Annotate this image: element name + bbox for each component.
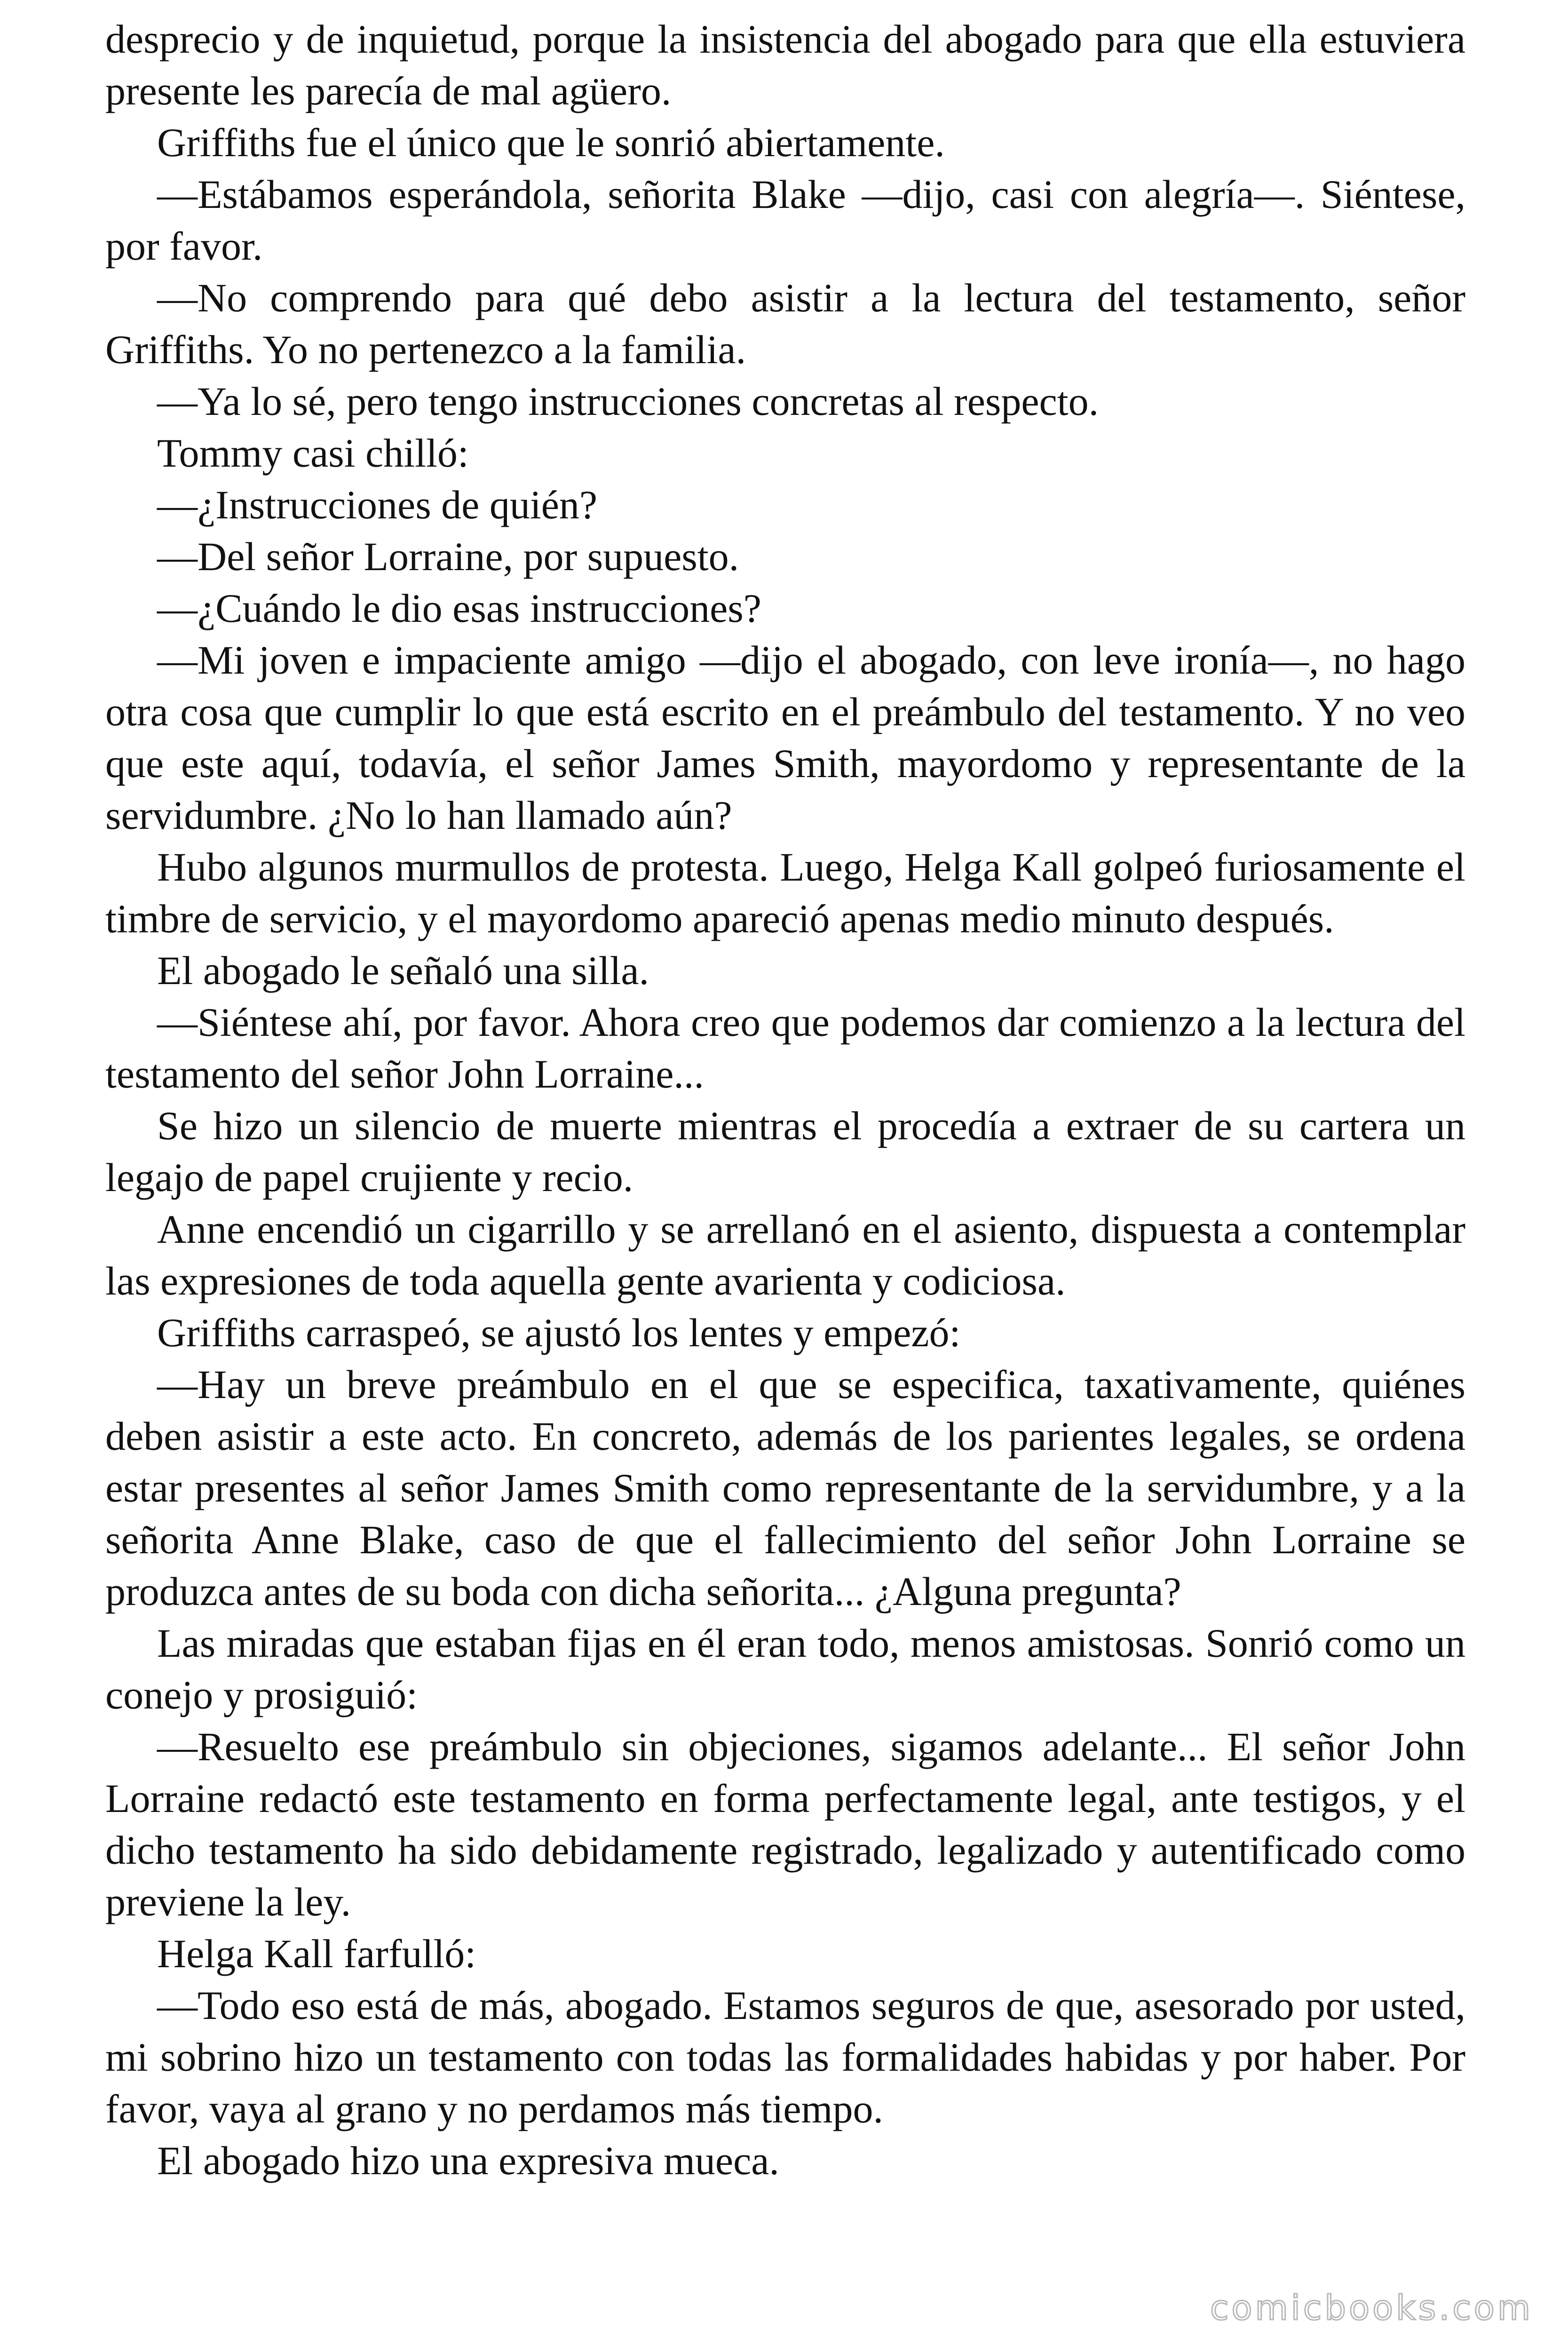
paragraph: Se hizo un silencio de muerte mientras el procedía a extraer de su cartera un legajo de papel crujiente y recio. (105, 1103, 1465, 1200)
paragraph: Anne encendió un cigarrillo y se arrellanó en el asiento, dispuesta a contemplar las expresiones de toda aquella gente avarienta y codiciosa. (105, 1207, 1465, 1303)
paragraph: —Todo eso está de más, abogado. Estamos seguros de que, asesorado por usted, mi sobrino hizo un testamento con todas las formalidades habidas y por haber. Por favor, vaya al grano y no perdamos más tiempo. (105, 1983, 1465, 2131)
paragraph: —Ya lo sé, pero tengo instrucciones concretas al respecto. (157, 379, 1099, 424)
paragraph: —No comprendo para qué debo asistir a la lectura del testamento, señor Griffiths. Yo no pertenezco a la familia. (105, 275, 1465, 372)
paragraph: El abogado le señaló una silla. (157, 948, 649, 993)
paragraph: —Mi joven e impaciente amigo —dijo el abogado, con leve ironía—, no hago otra cosa que cumplir lo que está escrito en el preámbulo del testamento. Y no veo que este aquí, todavía, el señor James Smith, mayordomo y representante de la servidumbre. ¿No lo han llamado aún? (105, 637, 1465, 838)
paragraph: —¿Instrucciones de quién? (157, 482, 598, 527)
paragraph: Griffiths carraspeó, se ajustó los lentes y empezó: (157, 1310, 961, 1355)
paragraph: —Resuelto ese preámbulo sin objeciones, sigamos adelante... El señor John Lorraine redactó este testamento en forma perfectamente legal, ante testigos, y el dicho testamento ha sido debidamente registrado, legalizado y autentificado como previene la ley. (105, 1724, 1465, 1924)
paragraph: Las miradas que estaban fijas en él eran todo, menos amistosas. Sonrió como un conejo y prosiguió: (105, 1621, 1465, 1717)
paragraph: Helga Kall farfulló: (157, 1931, 476, 1976)
paragraph: —Estábamos esperándola, señorita Blake —dijo, casi con alegría—. Siéntese, por favor. (105, 172, 1465, 269)
paragraph: —Del señor Lorraine, por supuesto. (157, 534, 739, 579)
paragraph: —¿Cuándo le dio esas instrucciones? (157, 586, 761, 631)
paragraph: desprecio y de inquietud, porque la insistencia del abogado para que ella estuviera presente les parecía de mal agüero. (105, 16, 1465, 113)
paragraph: Griffiths fue el único que le sonrió abiertamente. (157, 120, 945, 165)
paragraph: —Hay un breve preámbulo en el que se especifica, taxativamente, quiénes deben asistir a este acto. En concreto, además de los parientes legales, se ordena estar presentes al señor James Smith como representante de la servidumbre, y a la señorita Anne Blake, caso de que el fallecimiento del señor John Lorraine se produzca antes de su boda con dicha señorita... ¿Alguna pregunta? (105, 1362, 1465, 1614)
document-page (105, 13, 1465, 2186)
paragraph: El abogado hizo una expresiva mueca. (157, 2138, 779, 2183)
paragraph: —Siéntese ahí, por favor. Ahora creo que podemos dar comienzo a la lectura del testamento del señor John Lorraine... (105, 1000, 1465, 1097)
paragraph: Hubo algunos murmullos de protesta. Luego, Helga Kall golpeó furiosamente el timbre de servicio, y el mayordomo apareció apenas medio minuto después. (105, 844, 1465, 941)
paragraph: Tommy casi chilló: (157, 430, 469, 476)
watermark: comicbooks.com (1210, 2288, 1533, 2328)
